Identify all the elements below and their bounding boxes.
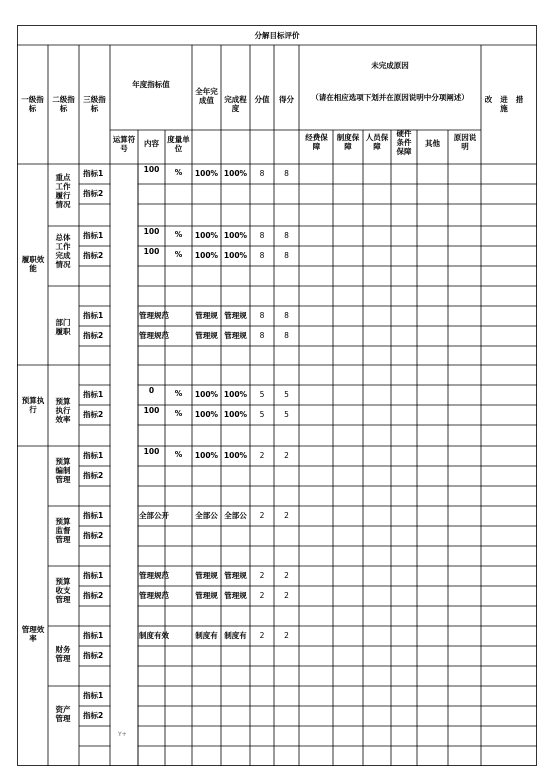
year-done-value: 100% xyxy=(194,410,219,419)
score-full-value: 8 xyxy=(259,231,265,240)
completion-rate: 100% xyxy=(223,231,248,240)
indicator-label: 指标2 xyxy=(83,410,104,419)
indicator-label: 指标2 xyxy=(83,251,104,260)
subgroup-label: 预算执行效率 xyxy=(55,397,71,424)
score-value: 8 xyxy=(284,331,289,340)
completion-rate: 管理规 xyxy=(224,331,247,340)
subgroup-label: 部门履职 xyxy=(55,318,71,336)
year-done-value: 100% xyxy=(194,169,219,178)
header-reason-staff: 人员保障 xyxy=(365,133,389,151)
completion-rate: 管理规 xyxy=(224,591,247,600)
score-full-value: 2 xyxy=(259,591,265,600)
header-unfinished-note: （请在相应选项下划并在原因说明中分项阐述） xyxy=(311,93,469,102)
completion-rate: 100% xyxy=(223,251,248,260)
indicator-label: 指标1 xyxy=(83,691,104,700)
target-content: 管理规范 xyxy=(139,311,169,320)
year-done-value: 100% xyxy=(194,251,219,260)
target-content: 100 xyxy=(143,247,160,256)
indicator-label: 指标2 xyxy=(83,189,104,198)
indicator-label: 指标1 xyxy=(83,169,104,178)
score-full-value: 2 xyxy=(259,511,265,520)
header-level3: 三级指标 xyxy=(83,95,106,113)
target-content: 100 xyxy=(143,447,160,456)
year-done-value: 100% xyxy=(194,451,219,460)
score-full-value: 8 xyxy=(259,331,265,340)
indicator-label: 指标2 xyxy=(83,331,104,340)
header-rate: 完成程度 xyxy=(224,95,247,113)
score-value: 2 xyxy=(284,571,289,580)
score-value: 5 xyxy=(284,410,289,419)
completion-rate: 100% xyxy=(223,390,248,399)
year-done-value: 100% xyxy=(194,390,219,399)
subgroup-label: 重点工作履行情况 xyxy=(55,173,71,209)
completion-rate: 全部公 xyxy=(224,511,247,520)
group-label: 预算执行 xyxy=(21,396,45,414)
year-done-value: 管理规 xyxy=(195,331,218,340)
header-unfinished: 未完成原因 xyxy=(371,61,409,70)
header-score: 得分 xyxy=(279,95,294,104)
indicator-label: 指标2 xyxy=(83,531,104,540)
indicator-label: 指标2 xyxy=(83,591,104,600)
target-content: 100 xyxy=(143,165,160,174)
header-improve: 改进措施 xyxy=(484,95,532,113)
header-calc-no: 运算符号 xyxy=(112,135,136,153)
target-content: 管理规范 xyxy=(139,571,169,580)
header-year-done: 全年完成值 xyxy=(195,87,218,105)
target-unit: % xyxy=(174,250,183,259)
score-full-value: 2 xyxy=(259,571,265,580)
year-done-value: 管理规 xyxy=(195,311,218,320)
group-label: 履职效能 xyxy=(21,255,45,273)
indicator-label: 指标1 xyxy=(83,311,104,320)
completion-rate: 100% xyxy=(223,410,248,419)
completion-rate: 100% xyxy=(223,451,248,460)
table-title: 分解目标评价 xyxy=(254,31,300,40)
target-unit: % xyxy=(174,230,183,239)
score-full-value: 5 xyxy=(259,410,265,419)
indicator-label: 指标2 xyxy=(83,711,104,720)
year-done-value: 制度有 xyxy=(195,631,218,640)
completion-rate: 100% xyxy=(223,169,248,178)
header-level1: 一级指标 xyxy=(21,95,44,113)
completion-rate: 制度有 xyxy=(224,631,247,640)
score-full-value: 5 xyxy=(259,390,265,399)
target-content: 100 xyxy=(143,406,160,415)
score-value: 2 xyxy=(284,631,289,640)
header-reason-hardware: 硬件条件保障 xyxy=(396,129,412,156)
year-done-value: 100% xyxy=(194,231,219,240)
target-content: 管理规范 xyxy=(139,331,169,340)
score-value: 2 xyxy=(284,511,289,520)
target-unit: % xyxy=(174,409,183,418)
header-annual-target: 年度指标值 xyxy=(132,80,170,89)
subgroup-label: 总体工作完成情况 xyxy=(55,233,71,269)
year-done-value: 管理规 xyxy=(195,591,218,600)
subgroup-label: 预算监督管理 xyxy=(55,517,71,544)
indicator-label: 指标1 xyxy=(83,390,104,399)
score-full-value: 8 xyxy=(259,251,265,260)
margin-mark: Y+ xyxy=(118,731,127,738)
target-unit: % xyxy=(174,389,183,398)
target-content: 100 xyxy=(143,227,160,236)
subgroup-label: 资产管理 xyxy=(55,705,71,723)
target-unit: % xyxy=(174,450,183,459)
header-unit: 度量单位 xyxy=(167,135,190,153)
target-unit: % xyxy=(174,168,183,177)
header-reason-system: 制度保障 xyxy=(336,133,360,151)
score-value: 5 xyxy=(284,390,289,399)
header-content: 内容 xyxy=(144,139,159,148)
score-full-value: 8 xyxy=(259,169,265,178)
score-full-value: 2 xyxy=(259,631,265,640)
header-level2: 二级指标 xyxy=(52,95,75,113)
indicator-label: 指标2 xyxy=(83,471,104,480)
subgroup-label: 预算收支管理 xyxy=(55,577,71,604)
score-full-value: 2 xyxy=(259,451,265,460)
indicator-label: 指标1 xyxy=(83,451,104,460)
target-content: 0 xyxy=(148,386,155,395)
completion-rate: 管理规 xyxy=(224,311,247,320)
score-value: 2 xyxy=(284,451,289,460)
target-content: 管理规范 xyxy=(139,591,169,600)
score-value: 8 xyxy=(284,311,289,320)
completion-rate: 管理规 xyxy=(224,571,247,580)
header-score-full: 分值 xyxy=(254,95,270,104)
group-label: 管理效率 xyxy=(21,625,45,643)
evaluation-sheet xyxy=(17,25,537,766)
header-reason-fund: 经费保障 xyxy=(305,133,328,151)
target-content: 制度有效 xyxy=(139,631,169,640)
header-reason-explain: 原因说明 xyxy=(453,133,477,151)
score-value: 2 xyxy=(284,591,289,600)
indicator-label: 指标1 xyxy=(83,571,104,580)
header-reason-other: 其他 xyxy=(425,139,440,148)
score-value: 8 xyxy=(284,169,289,178)
indicator-label: 指标1 xyxy=(83,511,104,520)
subgroup-label: 预算编制管理 xyxy=(55,457,71,484)
score-full-value: 8 xyxy=(259,311,265,320)
target-content: 全部公开 xyxy=(139,511,169,520)
score-value: 8 xyxy=(284,231,289,240)
year-done-value: 管理规 xyxy=(195,571,218,580)
indicator-label: 指标1 xyxy=(83,631,104,640)
indicator-label: 指标1 xyxy=(83,231,104,240)
score-value: 8 xyxy=(284,251,289,260)
subgroup-label: 财务管理 xyxy=(55,645,71,663)
year-done-value: 全部公 xyxy=(195,511,218,520)
indicator-label: 指标2 xyxy=(83,651,104,660)
